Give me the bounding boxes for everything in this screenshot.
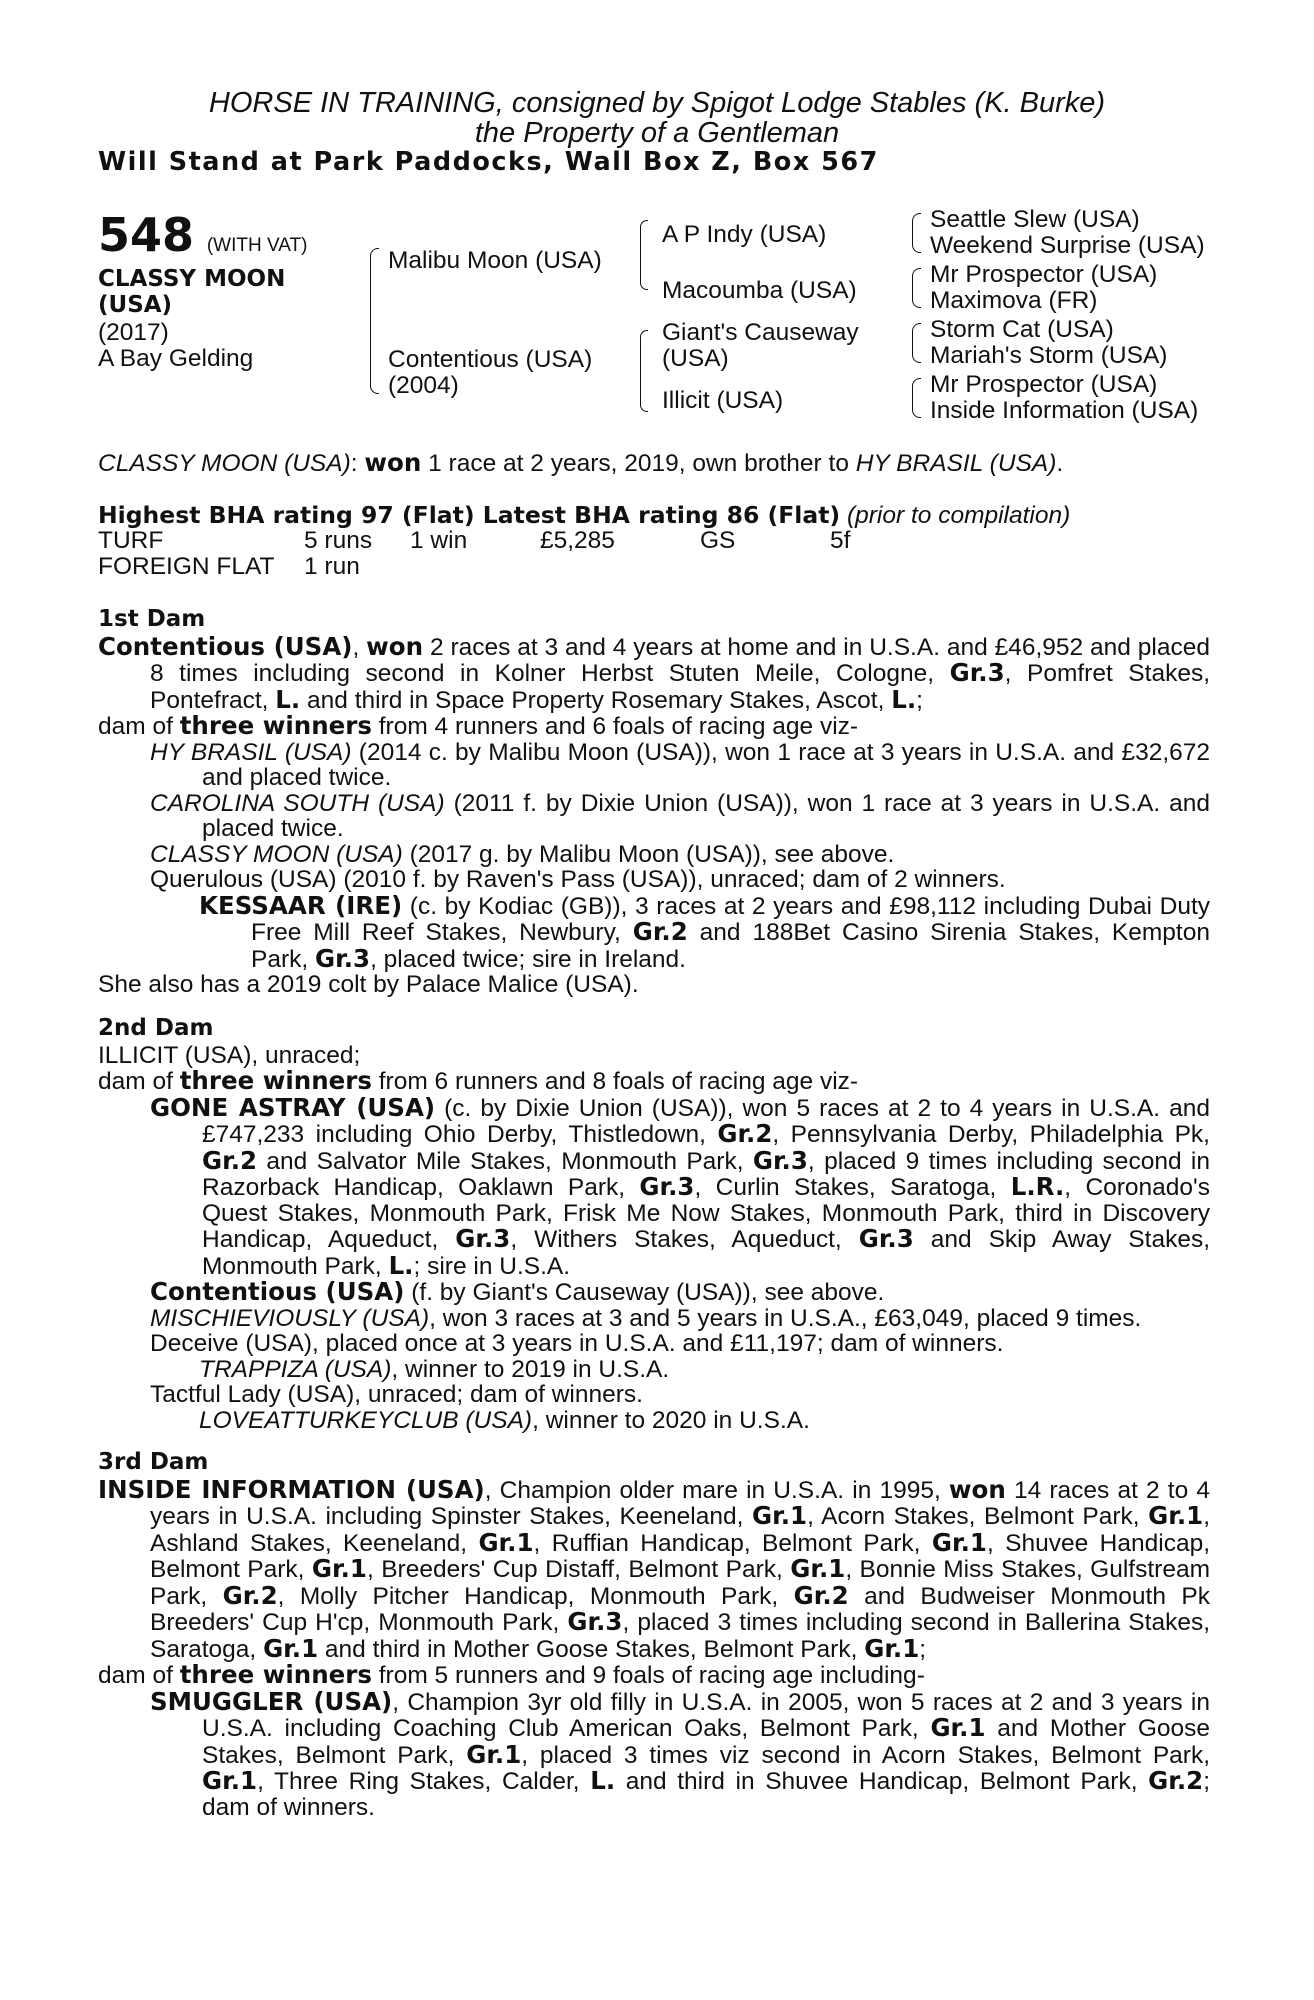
first-dam-produce-summary	[98, 713, 1210, 740]
record-type: TURF	[98, 527, 164, 554]
text: ;	[916, 686, 923, 714]
text: , placed 3 times viz second in Acorn Stakes, Belmont Park,	[521, 1741, 1211, 1769]
record-wins: 1 win	[410, 527, 468, 554]
grade: Gr.2	[632, 917, 688, 946]
dam-name: INSIDE INFORMATION (USA)	[98, 1474, 485, 1504]
text: (2017 g. by Malibu Moon (USA)), see above.	[402, 840, 895, 868]
winners-count: three winners	[179, 711, 372, 740]
grade: Gr.1	[931, 1527, 987, 1557]
summary-won: won	[364, 448, 422, 477]
grade: Gr.1	[1148, 1501, 1204, 1530]
third-dam-produce-summary	[98, 1662, 1210, 1689]
text: , won 3 races at 3 and 5 years in U.S.A., £63,049, placed 9 times.	[429, 1304, 1142, 1332]
record-wins	[410, 554, 540, 580]
pedigree-brace-ss	[912, 213, 921, 253]
offspring-entry	[150, 1092, 1211, 1280]
header-property-line: the Property of a Gentleman	[474, 117, 840, 149]
pedigree-ssd: Weekend Surprise (USA)	[930, 232, 1205, 259]
grade: Gr.1	[864, 1633, 920, 1663]
grade: Gr.2	[717, 1119, 773, 1148]
offspring-name: CAROLINA SOUTH (USA)	[150, 789, 445, 817]
record-type: FOREIGN FLAT	[98, 552, 275, 580]
text: , placed 9 times including second in Razorback Handicap, Oaklawn Park,	[202, 1147, 1210, 1201]
grade: Gr.2	[222, 1580, 278, 1610]
offspring-name: SMUGGLER (USA)	[150, 1686, 393, 1716]
race-record-table	[98, 528, 850, 579]
grade: L.	[590, 1766, 616, 1795]
text: Deceive (USA), placed once at 3 years in U.S.A. and £11,197; dam of winners.	[150, 1330, 1004, 1357]
pedigree-sdd: Maximova (FR)	[930, 287, 1098, 314]
text: ; dam of winners.	[202, 1768, 1210, 1821]
offspring-entry	[150, 1686, 1211, 1821]
offspring-name: MISCHIEVIOUSLY (USA)	[150, 1304, 430, 1332]
summary-end: .	[1056, 450, 1064, 477]
offspring-name: GONE ASTRAY (USA)	[150, 1092, 436, 1122]
lot-number: 548	[98, 208, 195, 262]
text: , Breeders' Cup Distaff, Belmont Park,	[366, 1556, 791, 1583]
offspring-name: LOVEATTURKEYCLUB (USA)	[199, 1406, 533, 1434]
text: from 5 runners and 9 foals of racing age including-	[371, 1662, 925, 1689]
grand-offspring-entry	[199, 1357, 1210, 1383]
text: , Withers Stakes, Aqueduct,	[510, 1226, 859, 1253]
offspring-entry	[150, 1306, 1210, 1332]
ratings-note: (prior to compilation)	[840, 502, 1071, 529]
pedigree-brace-main	[370, 248, 379, 394]
pedigree-brace-sire	[640, 220, 648, 290]
text: and third in Space Property Rosemary Stakes, Ascot,	[300, 686, 892, 714]
offspring-entry	[150, 1331, 1210, 1357]
pedigree-dam-sire-line1: Giant's Causeway	[662, 319, 859, 346]
text: , Acorn Stakes, Belmont Park,	[807, 1503, 1149, 1530]
pedigree-brace-dd	[912, 378, 921, 418]
grade: Gr.1	[466, 1739, 522, 1769]
text: , placed 3 times including second in Ballerina Stakes, Saratoga,	[150, 1609, 1211, 1663]
header-consignor-line: HORSE IN TRAINING, consigned by Spigot Lodge Stables (K. Burke)	[208, 87, 1106, 119]
grade: Gr.3	[455, 1224, 511, 1253]
record-runs: 1 run	[304, 552, 360, 580]
pedigree-ddd: Inside Information (USA)	[930, 397, 1199, 424]
offspring-entry	[150, 1279, 1210, 1306]
text: from 4 runners and 6 foals of racing age viz-	[371, 713, 859, 740]
pedigree-dam-dam: Illicit (USA)	[662, 387, 784, 414]
grade: Gr.3	[639, 1172, 695, 1201]
pedigree-sire-dam: Macoumba (USA)	[662, 277, 857, 304]
text: , Ruffian Handicap, Belmont Park,	[533, 1529, 932, 1557]
pedigree-sds: Mr Prospector (USA)	[930, 261, 1158, 288]
text: , Bonnie Miss Stakes, Gulfstream Park,	[150, 1556, 1210, 1610]
text: and third in Shuvee Handicap, Belmont Park,	[615, 1768, 1149, 1795]
grade: Gr.1	[478, 1527, 534, 1557]
record-distance: 5f	[830, 527, 851, 554]
horse-foaling-year: (2017)	[98, 319, 169, 346]
offspring-name: CLASSY MOON (USA)	[150, 840, 403, 868]
second-dam-section	[98, 1016, 1210, 1433]
pedigree-dam-line1: Contentious (USA)	[388, 346, 593, 373]
horse-name-line2: (USA)	[98, 292, 173, 318]
grade: Gr.2	[202, 1145, 258, 1175]
grade: Gr.3	[315, 943, 371, 973]
won-word: won	[366, 631, 424, 661]
summary-text: 1 race at 2 years, 2019, own brother to	[421, 450, 856, 477]
sep: ,	[352, 633, 367, 661]
text: and third in Mother Goose Stakes, Belmont Park,	[318, 1635, 865, 1663]
pedigree-sire-sire: A P Indy (USA)	[662, 221, 827, 248]
third-dam-section	[98, 1450, 1210, 1820]
race-record-row	[98, 554, 850, 580]
text: from 6 runners and 8 foals of racing age viz-	[371, 1068, 859, 1095]
ratings-line: Highest BHA rating 97 (Flat) Latest BHA rating 86 (Flat)	[98, 501, 841, 529]
offspring-entry	[150, 842, 1210, 868]
first-dam-record	[98, 631, 1211, 714]
pedigree-dam-sire-line2: (USA)	[662, 345, 729, 372]
text: (2011 f. by Dixie Union (USA)), won 1 race at 3 years in U.S.A. and placed twice.	[202, 789, 1210, 842]
text: , Ashland Stakes, Keeneland,	[150, 1503, 1211, 1557]
pedigree-dsd: Mariah's Storm (USA)	[930, 342, 1168, 369]
text: (f. by Giant's Causeway (USA)), see above.	[404, 1279, 885, 1306]
second-dam-title: 2nd Dam	[98, 1015, 214, 1041]
text: (2014 c. by Malibu Moon (USA)), won 1 race at 3 years in U.S.A. and £32,672 and placed twice.	[202, 738, 1211, 791]
text: , Champion 3yr old filly in U.S.A. in 2005, won 5 races at 2 and 3 years in U.S.A. including Coaching Club American Oaks, Belmont Park,	[202, 1688, 1211, 1742]
text: , Pennsylvania Derby, Philadelphia Pk,	[772, 1121, 1210, 1148]
pedigree-dss: Storm Cat (USA)	[930, 316, 1114, 343]
text: , Shuvee Handicap, Belmont Park,	[150, 1529, 1210, 1583]
offspring-name: KESSAAR (IRE)	[199, 890, 403, 920]
offspring-entry	[150, 791, 1210, 842]
first-dam-title: 1st Dam	[98, 606, 206, 632]
text: dam of	[98, 1662, 180, 1689]
text: Tactful Lady (USA), unraced; dam of winners.	[150, 1381, 643, 1408]
pedigree-sss: Seattle Slew (USA)	[930, 206, 1140, 233]
record-distance	[830, 554, 850, 580]
grand-offspring-entry	[199, 890, 1210, 973]
grade: L.R.	[1010, 1172, 1065, 1201]
record-prize: £5,285	[540, 527, 615, 554]
pedigree-dds: Mr Prospector (USA)	[930, 371, 1158, 398]
second-dam-record: ILLICIT (USA), unraced;	[98, 1041, 361, 1069]
lot-number-block	[98, 208, 308, 262]
pedigree-sire: Malibu Moon (USA)	[388, 247, 602, 274]
text: , Pomfret Stakes, Pontefract,	[150, 660, 1211, 714]
first-dam-also-note: She also has a 2019 colt by Palace Malice (USA).	[98, 971, 639, 998]
grade: Gr.2	[1148, 1766, 1204, 1795]
winners-count: three winners	[179, 1066, 372, 1095]
text: , winner to 2020 in U.S.A.	[532, 1406, 810, 1434]
grade: Gr.1	[752, 1501, 808, 1530]
race-summary	[98, 450, 1063, 477]
text: , winner to 2019 in U.S.A.	[391, 1355, 670, 1383]
grade: Gr.1	[790, 1554, 846, 1583]
header-location-line: Will Stand at Park Paddocks, Wall Box Z, Box 567	[98, 147, 879, 177]
offspring-entry	[150, 867, 1210, 893]
lot-vat: (WITH VAT)	[206, 235, 308, 256]
text: ; sire in U.S.A.	[413, 1252, 571, 1280]
second-dam-produce-summary	[98, 1068, 1210, 1095]
grade: Gr.3	[949, 658, 1005, 687]
grade: L.	[275, 684, 301, 714]
grade: L.	[388, 1250, 414, 1280]
grade: Gr.1	[311, 1554, 367, 1583]
text: and Salvator Mile Stakes, Monmouth Park,	[257, 1147, 753, 1175]
text: and Mother Goose Stakes, Belmont Park,	[202, 1715, 1211, 1769]
grade: L.	[891, 684, 917, 714]
summary-horse-name: CLASSY MOON (USA)	[98, 450, 351, 477]
text: (c. by Kodiac (GB)), 3 races at 2 years and £98,112 including Dubai Duty Free Mill Reef Stakes, Newbury,	[251, 892, 1210, 946]
grand-offspring-entry	[199, 1408, 1210, 1434]
dam-name: Contentious (USA)	[98, 631, 353, 661]
grade: Gr.1	[930, 1713, 986, 1742]
text: and Budweiser Monmouth Pk Breeders' Cup H'cp, Monmouth Park,	[150, 1582, 1210, 1636]
text: 2 races at 3 and 4 years at home and in U.S.A. and £46,952 and placed 8 times including second in Kolner Herbst Stuten Meile, Cologne,	[150, 633, 1210, 687]
grade: Gr.3	[858, 1224, 914, 1253]
grade: Gr.3	[567, 1607, 623, 1636]
grade: Gr.1	[202, 1766, 258, 1795]
text: , Coronado's Quest Stakes, Monmouth Park, Frisk Me Now Stakes, Monmouth Park, third in Discovery Handicap, Aqueduct,	[202, 1174, 1210, 1253]
text: , placed twice; sire in Ireland.	[370, 945, 686, 973]
winners-count: three winners	[179, 1660, 372, 1689]
record-runs: 5 runs	[304, 527, 373, 554]
text: (c. by Dixie Union (USA)), won 5 races at 2 to 4 years in U.S.A. and £747,233 including Ohio Derby, Thistledown,	[202, 1094, 1210, 1148]
text: , Molly Pitcher Handicap, Monmouth Park,	[277, 1582, 794, 1610]
pedigree-brace-dam	[640, 330, 648, 412]
text: , Champion older mare in U.S.A. in 1995,	[484, 1476, 949, 1504]
third-dam-title: 3rd Dam	[98, 1449, 209, 1475]
summary-brother: HY BRASIL (USA)	[855, 450, 1057, 477]
first-dam-section	[98, 607, 1210, 998]
third-dam-record	[98, 1474, 1211, 1663]
text: and 188Bet Casino Sirenia Stakes, Kempton Park,	[251, 919, 1210, 973]
offspring-name: Contentious (USA)	[150, 1277, 405, 1306]
record-going	[700, 554, 830, 580]
pedigree-dam-line2: (2004)	[388, 372, 459, 399]
offspring-entry	[150, 1382, 1210, 1408]
offspring-name: TRAPPIZA (USA)	[199, 1355, 392, 1383]
text: dam of	[98, 1068, 180, 1095]
record-going: GS	[700, 527, 736, 554]
text: Querulous (USA) (2010 f. by Raven's Pass (USA)), unraced; dam of 2 winners.	[150, 866, 1006, 893]
text: , Curlin Stakes, Saratoga,	[694, 1174, 1011, 1201]
bha-ratings	[98, 503, 1070, 529]
horse-description: A Bay Gelding	[98, 345, 254, 372]
offspring-entry	[150, 740, 1210, 791]
pedigree-brace-ds	[912, 323, 921, 363]
won-word: won	[948, 1474, 1006, 1504]
pedigree-brace-sd	[912, 268, 921, 308]
text: dam of	[98, 713, 180, 740]
grade: Gr.3	[752, 1145, 808, 1175]
grade: Gr.2	[793, 1580, 849, 1610]
race-record-row	[98, 528, 850, 554]
offspring-name: HY BRASIL (USA)	[150, 738, 352, 766]
summary-colon: :	[350, 450, 365, 477]
grade: Gr.1	[263, 1633, 319, 1663]
text: ;	[919, 1635, 927, 1663]
text: , Three Ring Stakes, Calder,	[257, 1768, 591, 1795]
text: 14 races at 2 to 4 years in U.S.A. including Spinster Stakes, Keeneland,	[150, 1476, 1210, 1530]
record-prize	[540, 554, 700, 580]
text: and Skip Away Stakes, Monmouth Park,	[202, 1226, 1211, 1280]
horse-name-line1: CLASSY MOON	[98, 266, 286, 292]
